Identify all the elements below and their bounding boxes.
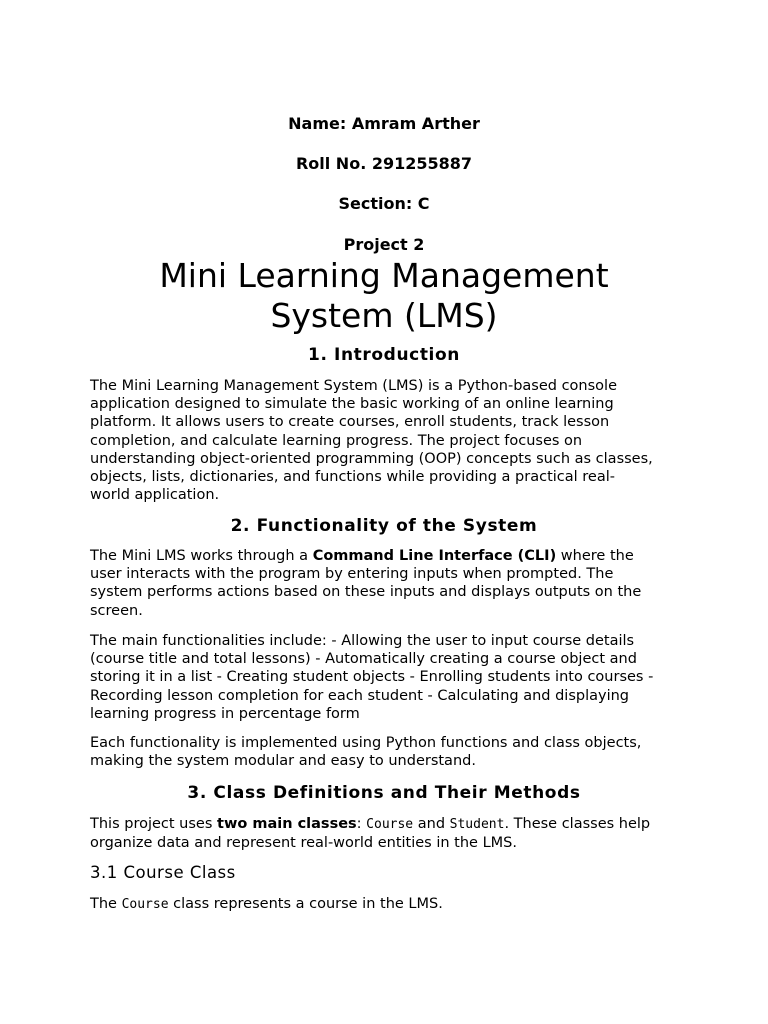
code-course: Course [121, 897, 169, 912]
text-line: application designed to simulate the basic working of an online learning [90, 396, 614, 413]
text-run: : [356, 816, 367, 832]
heading-functionality: 2. Functionality of the System [230, 516, 538, 536]
document-title [0, 256, 768, 336]
intro-paragraph [90, 377, 690, 504]
text-line: Each functionality is implemented using Python functions and class objects, [90, 735, 642, 751]
text-line: objects, lists, dictionaries, and functions while providing a practical real- [90, 469, 615, 486]
text-line: The main functionalities include: - Allowing the user to input course details [90, 633, 635, 649]
code-course: Course [366, 817, 414, 832]
roll-number: Roll No. 291255887 [295, 154, 473, 173]
code-student: Student [449, 817, 505, 832]
text-line: making the system modular and easy to understand. [90, 753, 476, 770]
section: Section: C [338, 194, 430, 213]
heading-class-definitions: 3. Class Definitions and Their Methods [187, 783, 581, 803]
title-line-1: Mini Learning Management [159, 256, 609, 295]
text-line: understanding object-oriented programming (OOP) concepts such as classes, [90, 450, 653, 467]
text-line [90, 895, 690, 914]
text-line: world application. [90, 487, 220, 504]
text-line: system performs actions based on these inputs and displays outputs on the [90, 584, 642, 601]
project-label: Project 2 [343, 235, 425, 254]
text-line: organize data and represent real-world entities in the LMS. [90, 835, 517, 852]
student-name: Name: Amram Arther [288, 114, 480, 133]
heading-course-class: 3.1 Course Class [90, 863, 236, 882]
cli-bold-text: Command Line Interface (CLI) [312, 548, 557, 564]
text-run: and [413, 816, 450, 832]
text-line: (course title and total lessons) - Automatically creating a course object and [90, 651, 637, 668]
functionality-paragraph-1 [90, 547, 690, 620]
functionality-paragraph-2 [90, 632, 690, 723]
text-line [90, 547, 690, 565]
functionality-paragraph-3 [90, 734, 690, 770]
text-line: user interacts with the program by entering inputs when prompted. The [90, 566, 614, 583]
text-line: learning progress in percentage form [90, 705, 360, 722]
title-line-2: System (LMS) [270, 296, 498, 335]
text-line: Recording lesson completion for each student - Calculating and displaying [90, 687, 629, 704]
text-line: platform. It allows users to create courses, enroll students, track lesson [90, 414, 610, 431]
text-run: where the [556, 548, 634, 564]
text-run: This project uses [90, 816, 218, 832]
bold-text: two main classes [217, 816, 357, 832]
text-run: class represents a course in the LMS. [168, 896, 443, 912]
course-class-paragraph [90, 895, 690, 914]
text-line: screen. [90, 602, 143, 619]
classes-paragraph [90, 815, 690, 852]
text-run: The Mini LMS works through a [90, 548, 313, 564]
text-line [90, 815, 690, 834]
text-line: The Mini Learning Management System (LMS) is a Python-based console [90, 378, 617, 394]
text-run: The [90, 896, 122, 912]
text-run: . These classes help [504, 816, 651, 832]
text-line: completion, and calculate learning progress. The project focuses on [90, 432, 583, 449]
heading-introduction: 1. Introduction [308, 345, 460, 365]
text-line: storing it in a list - Creating student objects - Enrolling students into courses - [90, 669, 654, 686]
